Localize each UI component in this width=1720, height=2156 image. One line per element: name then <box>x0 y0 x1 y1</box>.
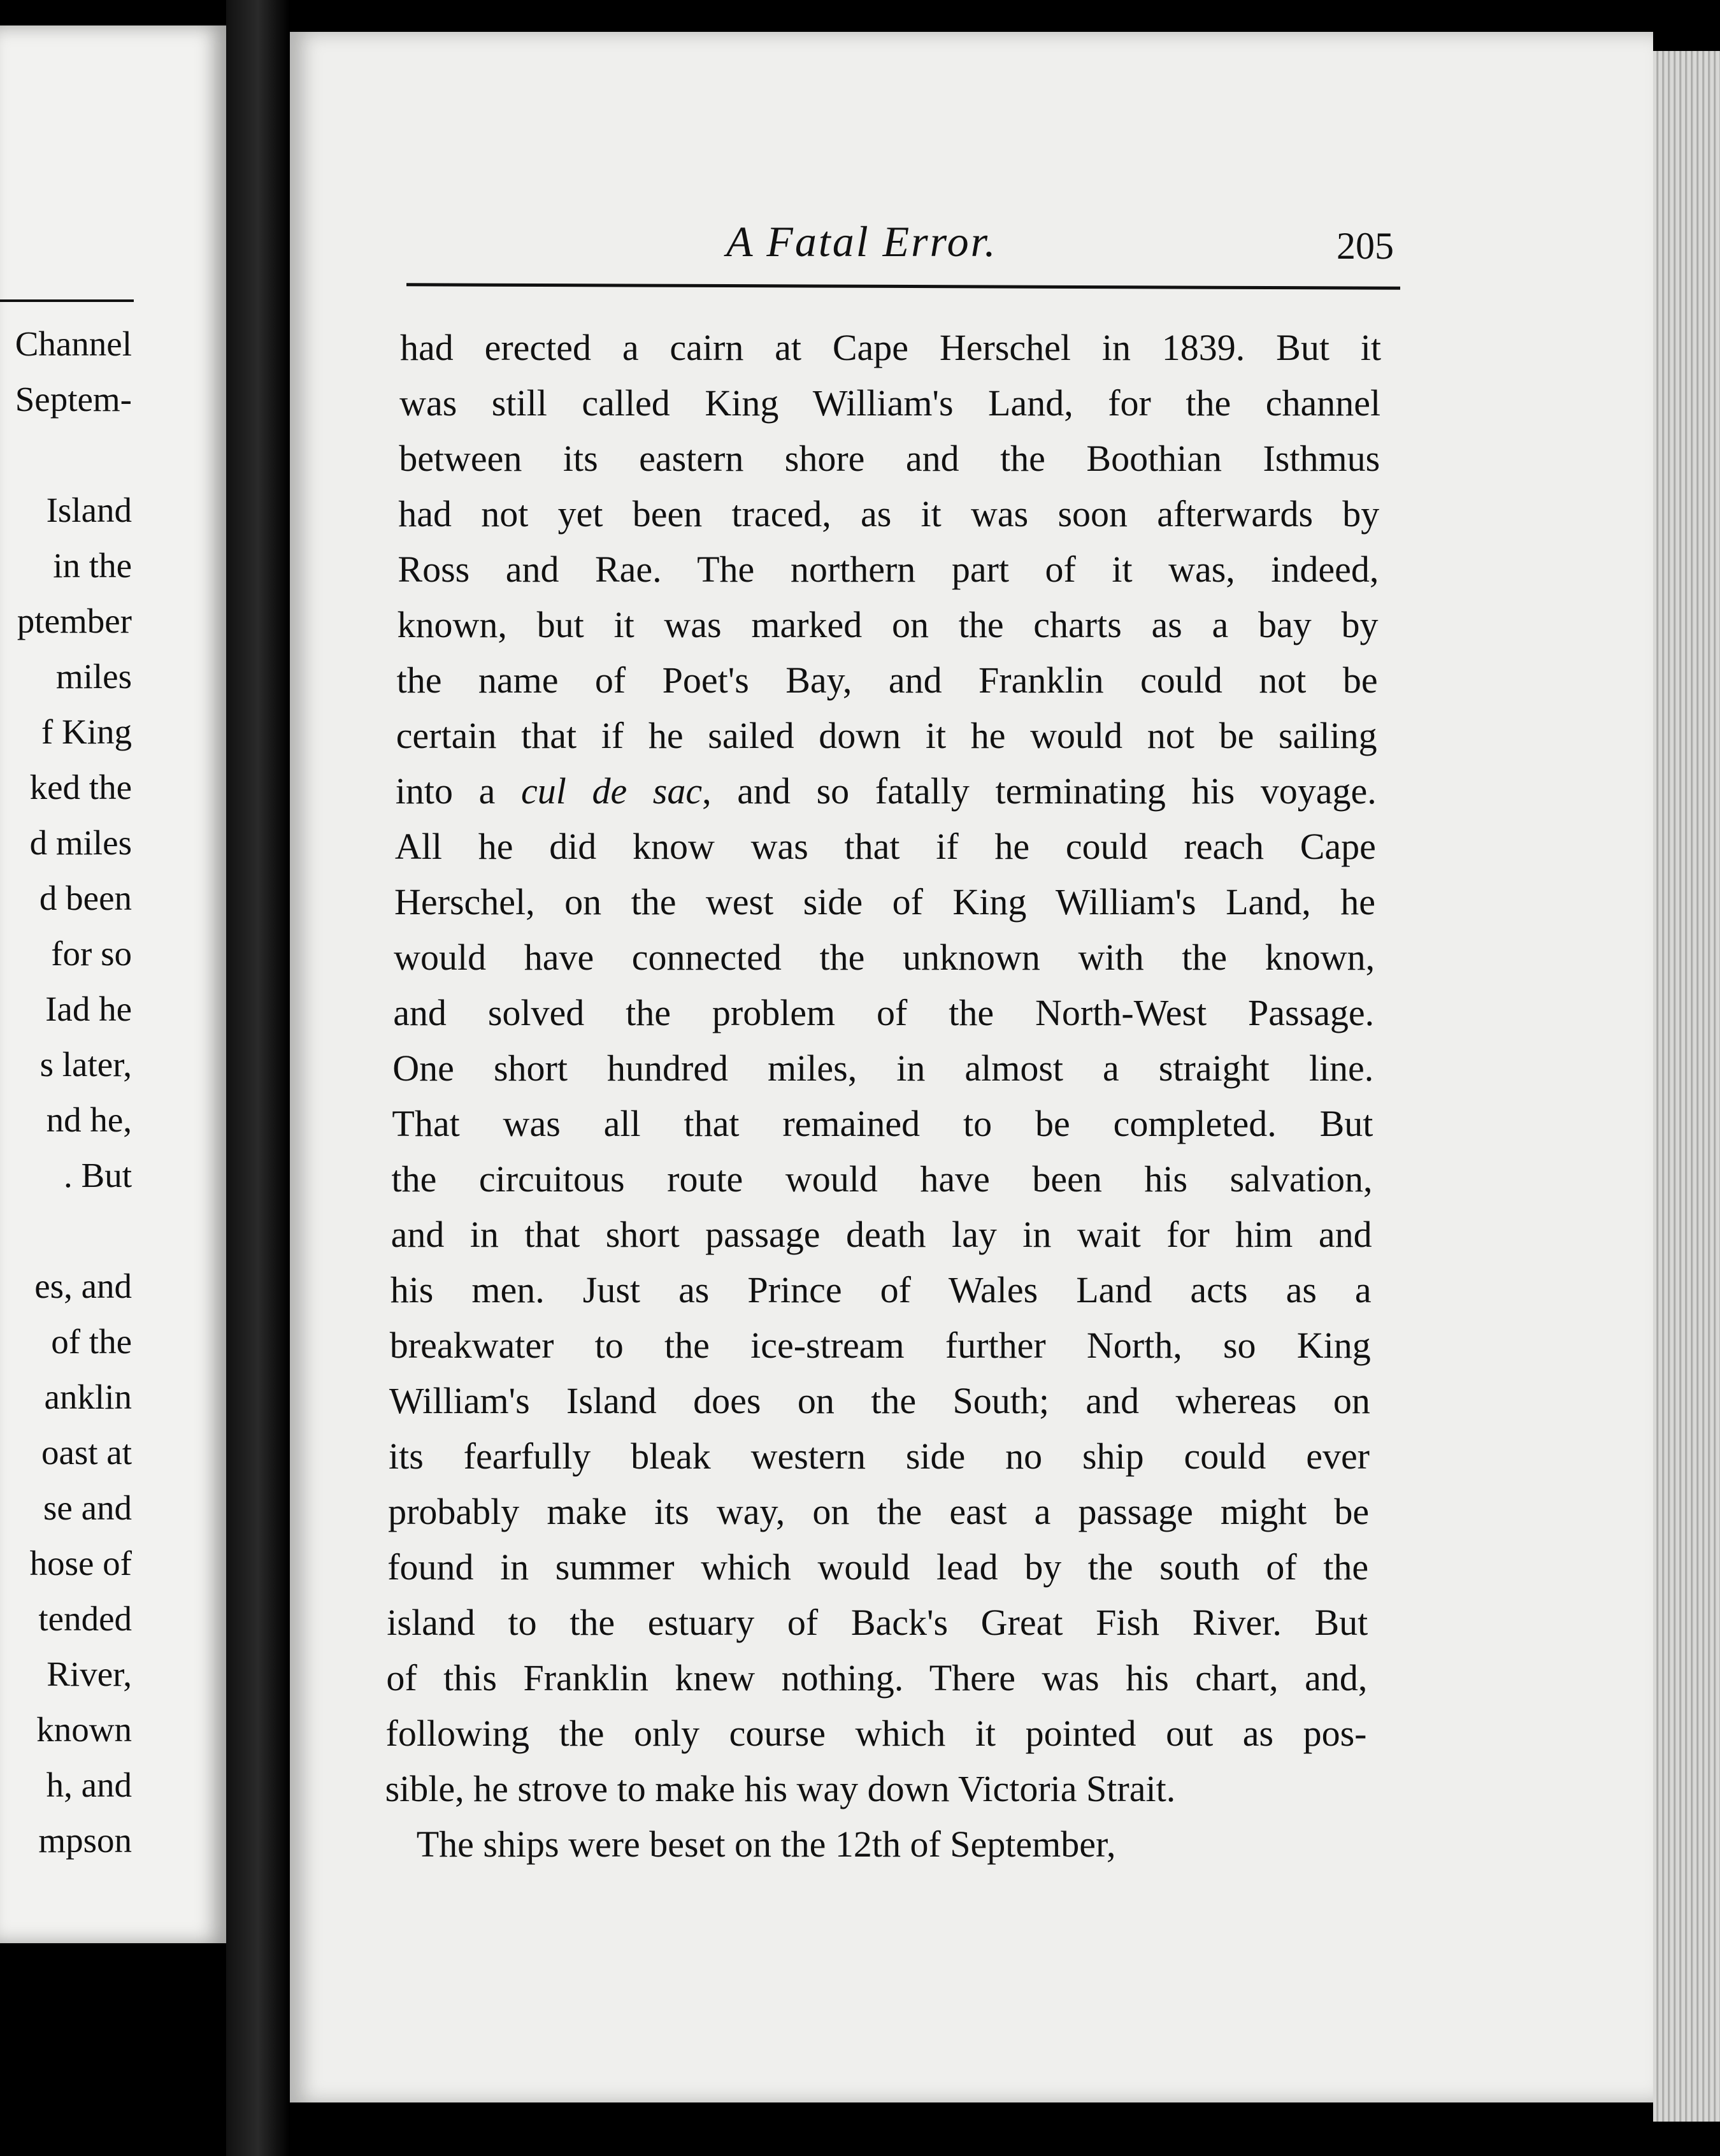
body-line: All he did know was that if he could reach Cape <box>394 826 1376 867</box>
book-gutter <box>226 0 290 2156</box>
body-line: The ships were beset on the 12th of September, <box>416 1823 1116 1865</box>
body-line: certain that if he sailed down it he would not be sailing <box>396 715 1377 756</box>
body-line: William's Island does on the South; and whereas on <box>389 1380 1370 1421</box>
left-page-line: miles <box>55 657 132 696</box>
body-line: Ross and Rae. The northern part of it was, indeed, <box>398 549 1379 590</box>
left-page-line: for so <box>51 934 132 973</box>
body-line: breakwater to the ice-stream further North, so King <box>389 1325 1371 1366</box>
left-page-line: es, and <box>34 1267 132 1305</box>
left-page-line: nd he, <box>46 1100 132 1139</box>
left-page-line: d been <box>39 879 132 917</box>
left-page <box>0 25 226 1943</box>
body-line: the circuitous route would have been his salvation, <box>391 1158 1373 1200</box>
left-page-line: tended <box>38 1599 132 1638</box>
left-page-line: of the <box>51 1322 132 1361</box>
running-head: A Fatal Error. <box>726 217 998 266</box>
left-page-line: Septem- <box>15 380 132 419</box>
left-page-line: oast at <box>41 1433 132 1472</box>
body-line: Herschel, on the west side of King William's Land, he <box>394 881 1375 923</box>
body-line: of this Franklin knew nothing. There was his chart, and, <box>386 1657 1368 1699</box>
left-page-line: known <box>36 1710 132 1749</box>
left-page-line: Iad he <box>45 989 132 1028</box>
body-line: was still called King William's Land, for the channel <box>399 382 1381 424</box>
left-page-line: Channel <box>15 324 132 363</box>
body-line: and in that short passage death lay in wait for him and <box>391 1214 1372 1255</box>
page-edges <box>1653 51 1720 2122</box>
body-line: had erected a cairn at Cape Herschel in 1839. But it <box>400 327 1381 368</box>
left-page-line: mpson <box>38 1821 132 1860</box>
left-page-line: River, <box>47 1655 132 1693</box>
left-page-line: ked the <box>29 768 132 807</box>
left-page-line: s later, <box>39 1045 132 1084</box>
body-line: found in summer which would lead by the south of the <box>387 1546 1369 1588</box>
left-page-header-rule <box>0 299 134 302</box>
body-line: had not yet been traced, as it was soon afterwards by <box>398 493 1380 535</box>
body-line: following the only course which it pointed out as pos- <box>385 1713 1367 1754</box>
left-page-line: . But <box>64 1156 132 1195</box>
body-line: its fearfully bleak western side no ship could ever <box>389 1435 1370 1477</box>
left-page-line: se and <box>43 1488 132 1527</box>
left-page-line: anklin <box>44 1377 132 1416</box>
body-line: sible, he strove to make his way down Victoria Strait. <box>385 1768 1176 1809</box>
body-line: probably make its way, on the east a passage might be <box>388 1491 1370 1532</box>
left-page-line: h, and <box>46 1765 132 1804</box>
body-line: into a cul de sac, and so fatally terminating his voyage. <box>395 770 1377 812</box>
left-page-line: d miles <box>29 823 132 862</box>
left-page-line: f King <box>41 712 132 751</box>
body-line: would have connected the unknown with the known, <box>394 937 1375 978</box>
left-page-line: hose of <box>29 1544 132 1583</box>
body-line: his men. Just as Prince of Wales Land acts as a <box>390 1269 1372 1311</box>
body-line: and solved the problem of the North-West Passage. <box>393 992 1375 1033</box>
body-line: island to the estuary of Back's Great Fish River. But <box>387 1602 1368 1643</box>
left-page-line: in the <box>53 546 132 585</box>
body-line: One short hundred miles, in almost a straight line. <box>392 1047 1374 1089</box>
body-line: the name of Poet's Bay, and Franklin could not be <box>396 659 1378 701</box>
body-line: known, but it was marked on the charts as a bay by <box>397 604 1379 645</box>
body-line: That was all that remained to be completed. But <box>392 1103 1373 1144</box>
left-page-line: Island <box>46 491 132 529</box>
body-line: between its eastern shore and the Boothian Isthmus <box>399 438 1380 479</box>
page-number: 205 <box>1337 225 1394 267</box>
left-page-line: ptember <box>17 601 132 640</box>
